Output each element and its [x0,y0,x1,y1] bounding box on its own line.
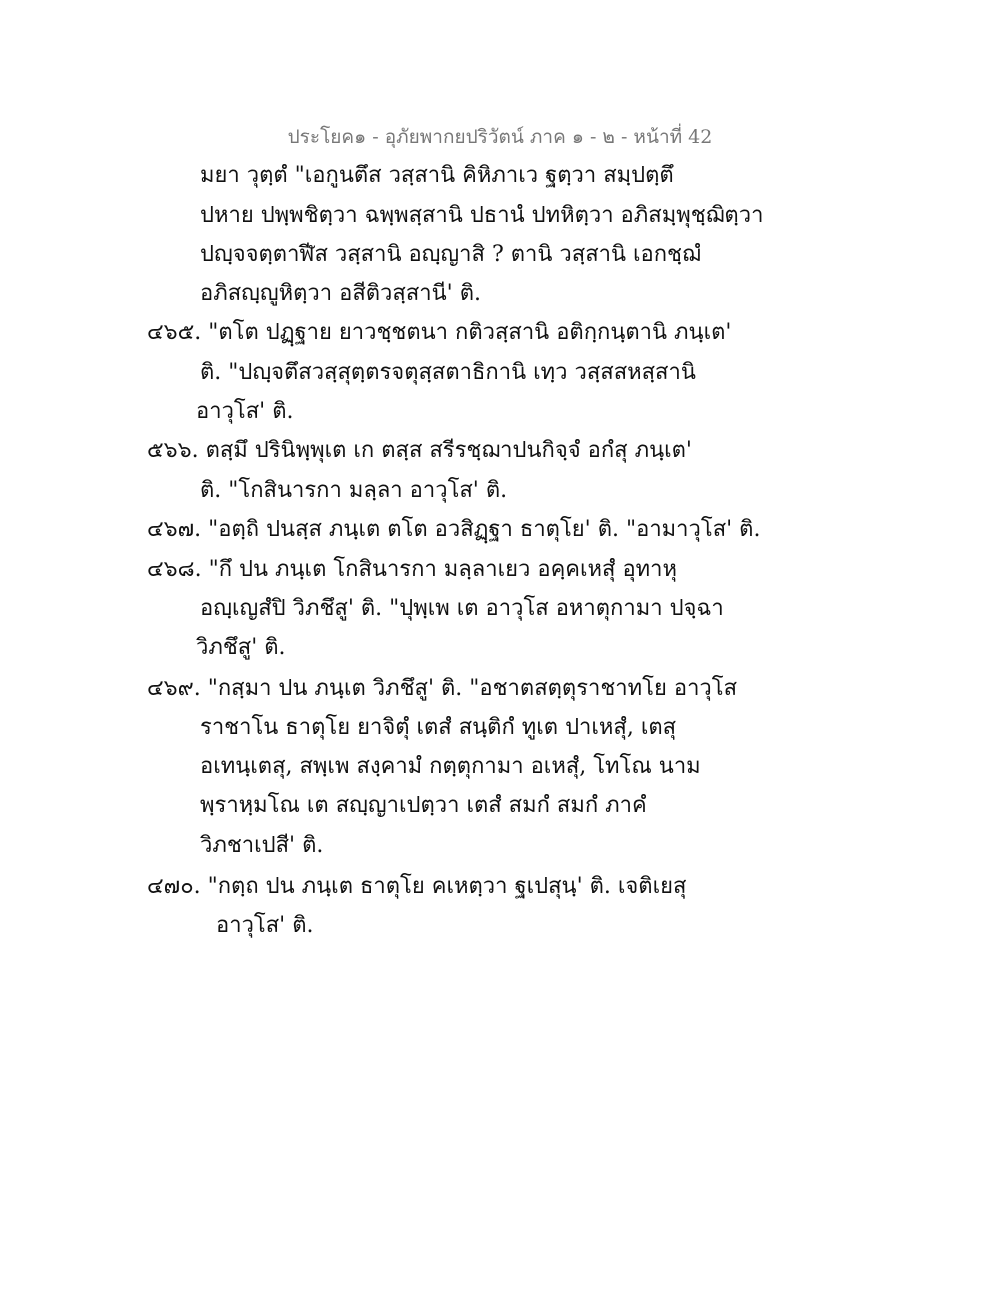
text-line: อญฺเญสํปิ วิภชึสู' ติ. "ปุพฺเพ เต อาวุโส อหาตุกามา ปจฺฉา [200,596,724,621]
text-line: วิภชึสู' ติ. [196,635,286,660]
text-line: ติ. "ปญฺจตึสวสฺสุตฺตรจตุสฺสตาธิกานิ เทฺว วสฺสสหสฺสานิ [200,360,696,385]
text-line: ติ. "โกสินารกา มลฺลา อาวุโส' ติ. [200,478,508,503]
text-line: วิภชาเปสี' ติ. [200,833,324,858]
text-line: ๔๖๙. "กสฺมา ปน ภนฺเต วิภชึสู' ติ. "อชาตสตฺตุราชาทโย อาวุโส [147,676,738,701]
text-line: อภิสญฺญูหิตฺวา อสีติวสฺสานี' ติ. [200,281,481,306]
text-line: อาวุโส' ติ. [216,913,314,938]
text-line: ๔๖๗. "อตฺถิ ปนสฺส ภนฺเต ตโต อวสิฏฺฐา ธาตุโย' ติ. "อามาวุโส' ติ. [147,517,761,542]
text-line: ๕๖๖. ตสฺมึ ปรินิพฺพุเต เก ตสฺส สรีรชฺฌาปนกิจฺจํ อกํสุ ภนฺเต' [147,438,692,463]
text-line: ๔๗๐. "กตฺถ ปน ภนฺเต ธาตุโย คเหตฺวา ฐเปสุนฺ' ติ. เจติเยสุ [147,874,687,899]
text-line: มยา วุตฺตํ "เอกูนตึส วสฺสานิ คิหิภาเว ฐตฺวา สมฺปตฺตึ [200,163,674,188]
text-line: ปหาย ปพฺพชิตฺวา ฉพฺพสฺสานิ ปธานํ ปทหิตฺวา อภิสมฺพุชฺฌิตฺวา [200,203,764,228]
text-line: อเทนฺเตสุ, สพฺเพ สงฺคามํ กตฺตุกามา อเหสุํ, โทโณ นาม [200,754,701,779]
page-header: ประโยค๑ - อุภัยพากยปริวัตน์ ภาค ๑ - ๒ - หน้าที่ 42 [287,126,713,148]
text-line: ๔๖๕. "ตโต ปฏฺฐาย ยาวชฺชตนา กติวสฺสานิ อติกฺกนฺตานิ ภนฺเต' [147,320,732,345]
text-line: ปญฺจจตฺตาฬีส วสฺสานิ อญฺญาสิ ? ตานิ วสฺสานิ เอกชฺฌํ [200,242,701,267]
text-line: ๔๖๘. "กึ ปน ภนฺเต โกสินารกา มลฺลาเยว อคฺคเหสุํ อุทาหุ [147,557,678,582]
text-line: อาวุโส' ติ. [196,399,294,424]
text-line: ราชาโน ธาตุโย ยาจิตุํ เตสํ สนฺติกํ ทูเต ปาเหสุํ, เตสุ [200,715,677,740]
text-line: พฺราหฺมโณ เต สญฺญาเปตฺวา เตสํ สมกํ สมกํ ภาคํ [200,793,647,818]
